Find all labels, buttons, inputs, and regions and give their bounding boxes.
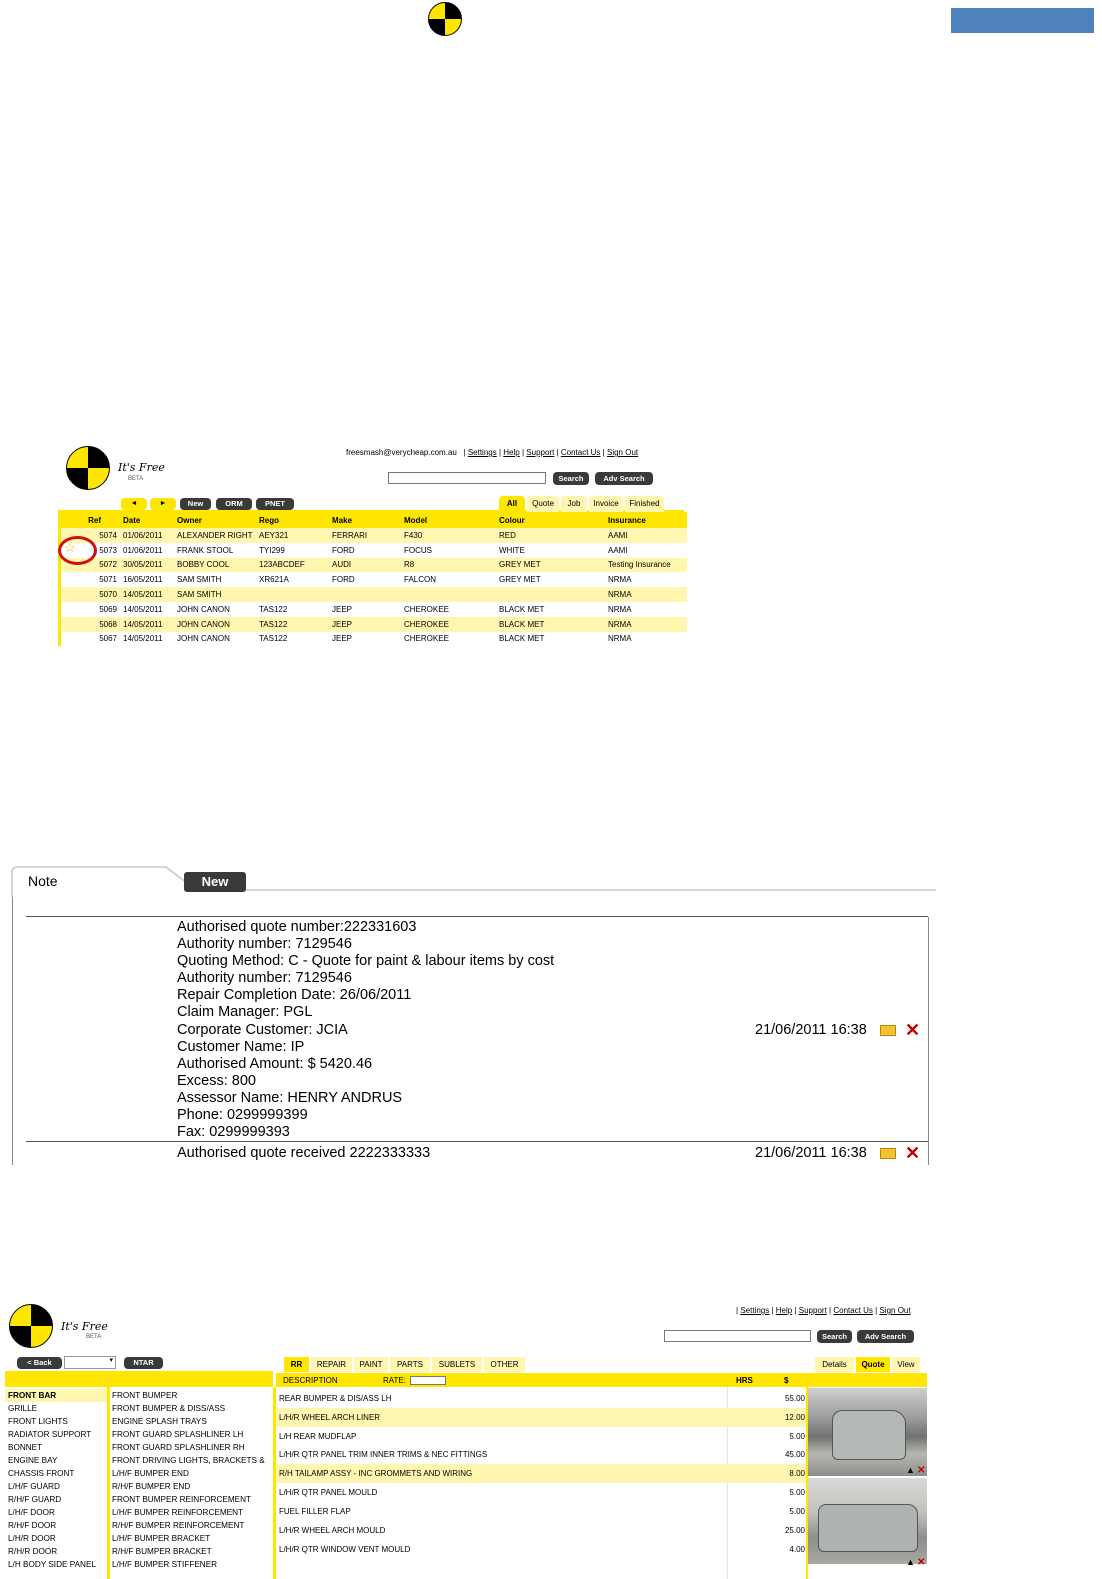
item-description: L/H/R QTR PANEL TRIM INNER TRIMS & NEC FITTINGS: [279, 1450, 488, 1459]
email-note-icon[interactable]: [880, 1025, 896, 1036]
cell-rego: TAS122: [259, 604, 288, 614]
cell-model: FALCON: [404, 575, 437, 585]
chevron-down-icon: ▾: [109, 1357, 113, 1364]
col-model[interactable]: Model: [404, 515, 428, 525]
list-item[interactable]: FRONT GUARD SPLASHLINER LH: [112, 1430, 244, 1439]
cell-ref: 5070: [99, 590, 117, 600]
list-item[interactable]: FRONT BUMPER REINFORCEMENT: [112, 1495, 252, 1504]
cell-insurance: NRMA: [608, 604, 632, 614]
note-line: Authorised Amount: $ 5420.46: [177, 1055, 373, 1072]
quote-item-row[interactable]: [276, 1445, 806, 1464]
note-line: Phone: 0299999399: [177, 1107, 308, 1124]
dollar-header: $: [784, 1376, 789, 1385]
note-1-timestamp: 21/06/2011 16:38: [755, 1022, 867, 1038]
list-item[interactable]: R/H/F BUMPER BRACKET: [112, 1547, 212, 1556]
annotation-red-circle: [58, 536, 97, 565]
section-dropdown[interactable]: [64, 1356, 116, 1369]
car-shape: [832, 1410, 906, 1460]
jobs-table: [58, 512, 687, 646]
cell-owner: ALEXANDER RIGHT: [177, 530, 253, 540]
cell-colour: RED: [499, 530, 516, 540]
contact-us-link[interactable]: Contact Us: [560, 448, 601, 457]
delete-note-icon[interactable]: ✕: [905, 1143, 921, 1163]
cell-colour: BLACK MET: [499, 619, 545, 629]
notes-right-border: [928, 917, 929, 1165]
note-tab-outline: [10, 864, 936, 898]
parts-list: [110, 1389, 273, 1571]
quote-item-row[interactable]: [276, 1540, 806, 1559]
sign-out-link[interactable]: Sign Out: [879, 1306, 911, 1315]
header-links: freesmash@verycheap.com.au | Settings | Help | Support | Contact Us | Sign Out: [346, 448, 639, 457]
item-amount: 45.00: [784, 1450, 805, 1459]
orm-button[interactable]: ORM: [216, 498, 252, 510]
list-item[interactable]: ENGINE BAY: [8, 1456, 58, 1465]
col-rego[interactable]: Rego: [259, 515, 279, 525]
list-item[interactable]: RADIATOR SUPPORT: [8, 1430, 92, 1439]
col-make[interactable]: Make: [332, 515, 353, 525]
note-line: Repair Completion Date: 26/06/2011: [177, 987, 412, 1004]
cell-make: FORD: [332, 545, 355, 555]
cell-colour: GREY MET: [499, 560, 541, 570]
tab-view[interactable]: View: [892, 1357, 920, 1372]
table-row[interactable]: [61, 540, 687, 558]
new-note-button[interactable]: New: [184, 872, 246, 892]
cell-rego: AEY321: [259, 530, 289, 540]
cell-owner: JOHN CANON: [177, 604, 230, 614]
tab-paint[interactable]: PAINT: [354, 1357, 388, 1372]
beta-label: BETA: [128, 476, 144, 482]
cell-date: 30/05/2011: [123, 560, 163, 570]
support-link[interactable]: Support: [798, 1306, 827, 1315]
quote-item-row[interactable]: [276, 1483, 806, 1502]
app-logo[interactable]: [9, 1304, 53, 1348]
search-button[interactable]: Search: [817, 1330, 852, 1343]
list-item[interactable]: L/H/R DOOR: [8, 1534, 56, 1543]
cell-colour: BLACK MET: [499, 634, 545, 644]
note-line: Authority number: 7129546: [177, 936, 352, 953]
settings-link[interactable]: Settings: [467, 448, 497, 457]
list-item[interactable]: R/H/R DOOR: [8, 1547, 58, 1556]
tab-other[interactable]: OTHER: [484, 1357, 525, 1372]
cell-rego: 123ABCDEF: [259, 560, 305, 570]
adv-search-button[interactable]: Adv Search: [857, 1330, 914, 1343]
table-header: [61, 512, 687, 528]
list-item[interactable]: FRONT BAR: [5, 1389, 107, 1402]
delete-photo-icon[interactable]: ✕: [917, 1465, 926, 1476]
vehicle-photo[interactable]: [808, 1388, 927, 1476]
col-insurance[interactable]: Insurance: [608, 515, 646, 525]
quote-item-row[interactable]: [276, 1502, 806, 1521]
item-description: REAR BUMPER & DIS/ASS LH: [279, 1394, 392, 1403]
table-row[interactable]: [61, 558, 687, 573]
beta-label: BETA: [86, 1334, 102, 1340]
tab-quote[interactable]: Quote: [527, 496, 559, 512]
cell-make: JEEP: [332, 619, 353, 629]
tab-rr[interactable]: RR: [284, 1357, 309, 1372]
delete-photo-icon[interactable]: ✕: [917, 1557, 926, 1568]
description-header: DESCRIPTION: [283, 1376, 338, 1385]
tab-sublets[interactable]: SUBLETS: [432, 1357, 482, 1372]
vehicle-photo[interactable]: [808, 1478, 927, 1564]
cell-colour: BLACK MET: [499, 604, 545, 614]
cell-model: CHEROKEE: [404, 634, 449, 644]
item-description: L/H/R WHEEL ARCH MOULD: [279, 1526, 386, 1535]
item-description: L/H/R QTR PANEL MOULD: [279, 1488, 378, 1497]
help-link[interactable]: Help: [503, 448, 520, 457]
list-item[interactable]: CHASSIS FRONT: [8, 1469, 75, 1478]
cell-insurance: Testing Insurance: [608, 560, 671, 570]
item-amount: 5.00: [789, 1488, 805, 1497]
list-item[interactable]: L/H/F BUMPER BRACKET: [112, 1534, 211, 1543]
item-description: FUEL FILLER FLAP: [279, 1507, 351, 1516]
note-line: Authorised quote number:222331603: [177, 919, 417, 935]
tab-repair[interactable]: REPAIR: [311, 1357, 352, 1372]
cell-insurance: AAMI: [608, 530, 628, 540]
support-link[interactable]: Support: [526, 448, 555, 457]
cell-date: 14/05/2011: [123, 590, 163, 600]
list-item[interactable]: L/H/F BUMPER STIFFENER: [112, 1560, 218, 1569]
table-row[interactable]: [61, 602, 687, 617]
note-line: Customer Name: IP: [177, 1038, 305, 1055]
cell-date: 14/05/2011: [123, 619, 163, 629]
search-input[interactable]: [388, 472, 546, 484]
cell-ref: 5071: [99, 575, 117, 585]
cell-rego: TAS122: [259, 619, 288, 629]
cell-ref: 5073: [99, 545, 117, 555]
notes-top-divider: [26, 916, 928, 917]
col-colour[interactable]: Colour: [499, 515, 525, 525]
col-owner[interactable]: Owner: [177, 515, 202, 525]
hrs-header: HRS: [736, 1376, 753, 1385]
tab-details[interactable]: Details: [815, 1357, 854, 1372]
note-2-timestamp: 21/06/2011 16:38: [755, 1145, 867, 1161]
back-button[interactable]: < Back: [17, 1357, 62, 1369]
move-up-icon[interactable]: ▲: [906, 1465, 915, 1475]
cell-colour: WHITE: [499, 545, 525, 555]
app-logo[interactable]: [66, 446, 110, 490]
cell-make: JEEP: [332, 634, 353, 644]
item-amount: 12.00: [784, 1413, 805, 1422]
table-row[interactable]: [61, 617, 687, 632]
cell-owner: SAM SMITH: [177, 590, 222, 600]
email-note-icon[interactable]: [880, 1148, 896, 1159]
cell-date: 01/06/2011: [123, 545, 163, 555]
list-item[interactable]: R/H/F BUMPER REINFORCEMENT: [112, 1521, 245, 1530]
help-link[interactable]: Help: [775, 1306, 793, 1315]
list-item[interactable]: L/H/F BUMPER END: [112, 1469, 189, 1478]
tab-finished[interactable]: Finished: [625, 496, 664, 512]
cell-date: 14/05/2011: [123, 604, 163, 614]
item-amount: 25.00: [784, 1526, 805, 1535]
cell-owner: JOHN CANON: [177, 619, 230, 629]
cell-model: CHEROKEE: [404, 619, 449, 629]
cell-model: CHEROKEE: [404, 604, 449, 614]
prev-button[interactable]: ◄: [121, 498, 147, 510]
cell-ref: 5068: [99, 619, 117, 629]
cell-make: JEEP: [332, 604, 353, 614]
list-item[interactable]: GRILLE: [8, 1404, 38, 1413]
table-row[interactable]: [61, 632, 687, 647]
left-column-top-border: [5, 1373, 273, 1387]
settings-link[interactable]: Settings: [740, 1306, 770, 1315]
top-logo: [428, 2, 462, 36]
cell-make: FERRARI: [332, 530, 368, 540]
rate-label: RATE:: [383, 1376, 406, 1385]
table-row[interactable]: [61, 587, 687, 602]
tab-quote[interactable]: Quote: [856, 1357, 890, 1372]
column-header-bar: [276, 1373, 927, 1387]
note-1-body: [177, 919, 554, 1141]
cell-ref: 5072: [99, 560, 117, 570]
item-description: R/H TAILAMP ASSY - INC GROMMETS AND WIRING: [279, 1469, 473, 1478]
user-email: freesmash@verycheap.com.au: [346, 448, 457, 457]
cell-owner: SAM SMITH: [177, 575, 222, 585]
tab-parts[interactable]: PARTS: [390, 1357, 430, 1372]
brand-tagline: It's Free: [61, 1320, 108, 1333]
item-amount: 55.00: [784, 1394, 805, 1403]
note-line: Quoting Method: C - Quote for paint & labour items by cost: [177, 953, 555, 970]
cell-date: 16/05/2011: [123, 575, 163, 585]
notes-row-divider: [26, 1141, 928, 1142]
adv-search-button[interactable]: Adv Search: [595, 472, 653, 485]
list-item[interactable]: FRONT DRIVING LIGHTS, BRACKETS &: [112, 1456, 265, 1465]
rate-input[interactable]: [410, 1376, 446, 1385]
cell-model: FOCUS: [404, 545, 432, 555]
tab-job[interactable]: Job: [561, 496, 587, 512]
cell-make: AUDI: [332, 560, 352, 570]
list-item[interactable]: FRONT BUMPER: [112, 1391, 178, 1400]
cell-rego: XR621A: [259, 575, 289, 585]
list-item[interactable]: L/H/F DOOR: [8, 1508, 55, 1517]
item-amount: 5.00: [789, 1432, 805, 1441]
favorite-star-icon[interactable]: ☆: [64, 540, 76, 555]
list-item[interactable]: L/H BODY SIDE PANEL: [8, 1560, 96, 1569]
item-amount: 4.00: [789, 1545, 805, 1554]
item-description: L/H REAR MUDFLAP: [279, 1432, 357, 1441]
quote-item-row[interactable]: [276, 1389, 806, 1408]
note-line: Fax: 0299999393: [177, 1124, 290, 1141]
search-button[interactable]: Search: [553, 472, 589, 485]
item-description: L/H/R WHEEL ARCH LINER: [279, 1413, 381, 1422]
col-date[interactable]: Date: [123, 515, 141, 525]
item-description: L/H/R QTR WINDOW VENT MOULD: [279, 1545, 411, 1554]
cell-insurance: NRMA: [608, 634, 632, 644]
quote-item-row[interactable]: [276, 1521, 806, 1540]
list-item[interactable]: FRONT GUARD SPLASHLINER RH: [112, 1443, 245, 1452]
cell-insurance: NRMA: [608, 619, 632, 629]
cell-model: R8: [404, 560, 415, 570]
delete-note-icon[interactable]: ✕: [905, 1020, 921, 1040]
cell-ref: 5067: [99, 634, 117, 644]
cell-owner: BOBBY COOL: [177, 560, 230, 570]
note-line: Claim Manager: PGL: [177, 1004, 313, 1021]
cell-insurance: AAMI: [608, 545, 628, 555]
sections-list: [5, 1389, 107, 1571]
cell-colour: GREY MET: [499, 575, 541, 585]
cell-insurance: NRMA: [608, 590, 632, 600]
note-line: Corporate Customer: JCIA: [177, 1021, 348, 1038]
search-input[interactable]: [664, 1330, 811, 1342]
contact-us-link[interactable]: Contact Us: [833, 1306, 873, 1315]
item-amount: 8.00: [789, 1469, 805, 1478]
item-amount: 5.00: [789, 1507, 805, 1516]
note-line: Excess: 800: [177, 1072, 256, 1089]
note-2-body: Authorised quote received 2222333333: [177, 1145, 431, 1161]
list-item[interactable]: BONNET: [8, 1443, 43, 1452]
header-links: | Settings | Help | Support | Contact Us | Sign Out: [736, 1306, 911, 1315]
col-ref[interactable]: Ref: [88, 515, 101, 525]
cell-owner: JOHN CANON: [177, 634, 230, 644]
sign-out-link[interactable]: Sign Out: [606, 448, 639, 457]
table-row[interactable]: [61, 572, 687, 587]
list-item[interactable]: L/H/F BUMPER REINFORCEMENT: [112, 1508, 244, 1517]
list-item[interactable]: R/H/F GUARD: [8, 1495, 62, 1504]
list-item[interactable]: L/H/F GUARD: [8, 1482, 60, 1491]
cell-date: 14/05/2011: [123, 634, 163, 644]
car-shape: [818, 1504, 918, 1552]
ntar-button[interactable]: NTAR: [124, 1357, 163, 1369]
cell-owner: FRANK STOOL: [177, 545, 234, 555]
cell-ref: 5069: [99, 604, 117, 614]
cell-insurance: NRMA: [608, 575, 632, 585]
note-line: Authority number: 7129546: [177, 970, 352, 987]
list-item[interactable]: FRONT LIGHTS: [8, 1417, 68, 1426]
quote-item-row[interactable]: [276, 1408, 806, 1427]
quote-item-row[interactable]: [276, 1464, 806, 1483]
cell-ref: 5074: [99, 530, 117, 540]
top-blue-bar: [951, 8, 1094, 33]
table-row[interactable]: [61, 528, 687, 543]
cell-model: F430: [404, 530, 423, 540]
tab-note[interactable]: Note: [28, 873, 58, 889]
list-item[interactable]: ENGINE SPLASH TRAYS: [112, 1417, 207, 1426]
brand-tagline: It's Free: [118, 461, 165, 474]
move-up-icon[interactable]: ▲: [906, 1557, 915, 1567]
cell-date: 01/06/2011: [123, 530, 163, 540]
tab-invoice[interactable]: Invoice: [589, 496, 623, 512]
next-button[interactable]: ►: [150, 498, 176, 510]
notes-left-border: [12, 897, 13, 1165]
new-button[interactable]: New: [180, 498, 211, 510]
cell-rego: TYI299: [259, 545, 285, 555]
list-item[interactable]: FRONT BUMPER & DISS/ASS: [112, 1404, 226, 1413]
pnet-button[interactable]: PNET: [256, 498, 294, 510]
list-item[interactable]: R/H/F BUMPER END: [112, 1482, 191, 1491]
cell-rego: TAS122: [259, 634, 288, 644]
note-line: Assessor Name: HENRY ANDRUS: [177, 1089, 403, 1106]
list-item[interactable]: R/H/F DOOR: [8, 1521, 57, 1530]
tab-all[interactable]: All: [499, 496, 525, 512]
quote-item-row[interactable]: [276, 1427, 806, 1446]
cell-make: FORD: [332, 575, 355, 585]
